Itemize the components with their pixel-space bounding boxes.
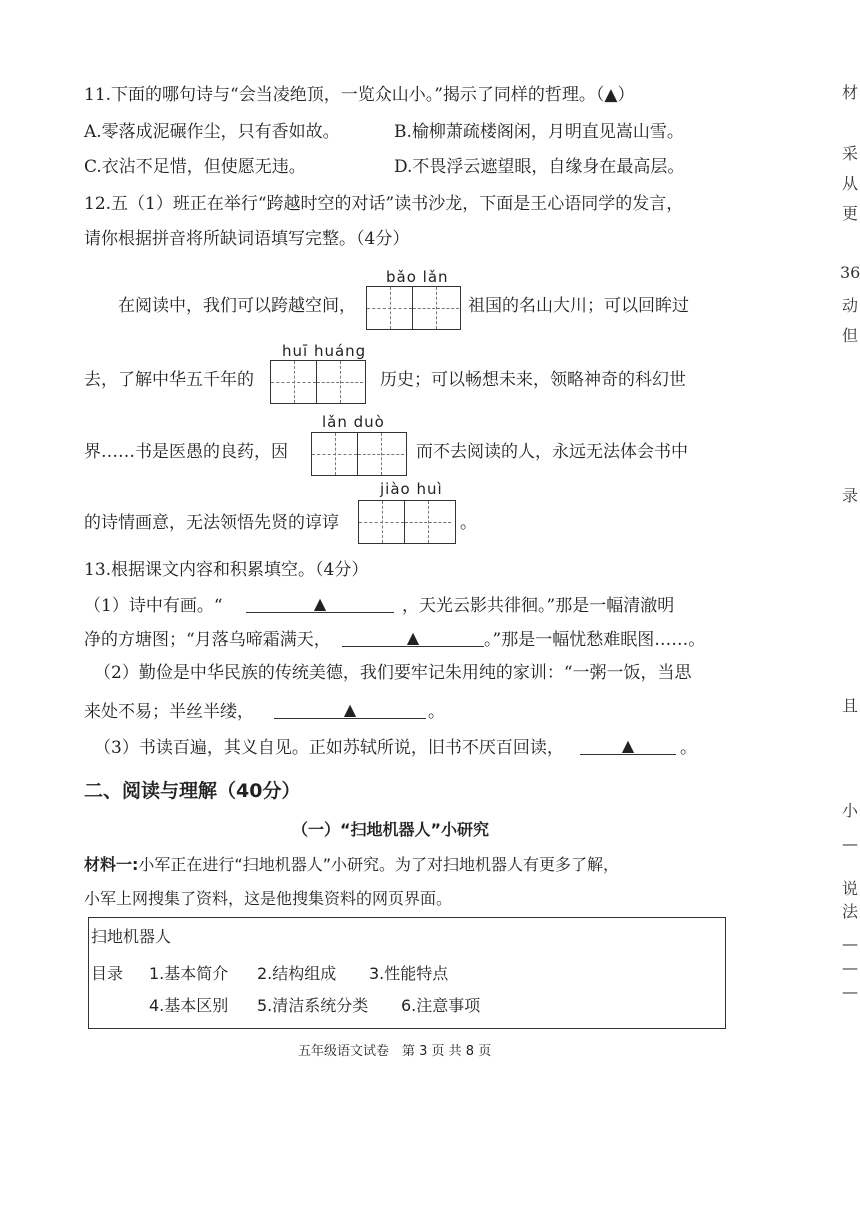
material-one — [84, 852, 619, 875]
edge-char: 更 — [842, 204, 859, 223]
answer-blank-2[interactable] — [342, 628, 484, 647]
section-heading: 二、阅读与理解（40分） — [84, 780, 301, 802]
q11-stem: 11.下面的哪句诗与“会当凌绝顶，一览众山小。”揭示了同样的哲理。（▲） — [84, 85, 635, 105]
material-one-text: 小军正在进行“扫地机器人”小研究。为了对扫地机器人有更多了解， — [138, 855, 619, 874]
q13-part1-line2-pre: 净的方塘图；“月落乌啼霜满天， — [84, 630, 331, 650]
edge-char: 从 — [842, 174, 859, 193]
toc-label: 目录 — [91, 964, 124, 983]
q13-part1-line1-post: ，天光云影共徘徊。”那是一幅清澈明 — [402, 596, 675, 616]
q13-part2-line1: （2）勤俭是中华民族的传统美德，我们要牢记朱用纯的家训：“一粥一饭，当思 — [94, 663, 692, 683]
q12-line3-pre: 界……书是医愚的良药，因 — [84, 442, 288, 462]
material-one-label: 材料一: — [84, 855, 139, 874]
answer-grid-jiaohui[interactable] — [358, 500, 456, 544]
q11-option-b: B.榆柳萧疏楼阁闲，月明直见嵩山雪。 — [394, 122, 684, 142]
edge-char: 36 — [840, 263, 860, 282]
q12-line4-post: 。 — [460, 513, 477, 533]
q12-stem-line1: 12.五（1）班正在举行“跨越时空的对话”读书沙龙，下面是王心语同学的发言， — [84, 194, 684, 214]
answer-blank-1[interactable] — [246, 594, 394, 613]
edge-char: 小 — [842, 801, 859, 820]
edge-char: 动 — [842, 296, 859, 315]
answer-marker: ▲ — [406, 628, 420, 647]
edge-char: — — [842, 982, 858, 1001]
toc-item-1[interactable]: 1.基本简介 — [149, 964, 229, 983]
q13-part2-line2-pre: 来处不易；半丝半缕， — [84, 702, 254, 722]
edge-char: 材 — [842, 83, 859, 102]
material-one-text-2: 小军上网搜集了资料，这是他搜集资料的网页界面。 — [84, 889, 453, 908]
toc-item-2[interactable]: 2.结构组成 — [257, 964, 337, 983]
answer-blank-4[interactable] — [580, 736, 676, 755]
edge-char: 法 — [842, 902, 859, 921]
q11-option-a: A.零落成泥碾作尘，只有香如故。 — [84, 122, 340, 142]
edge-char: — — [842, 934, 858, 953]
toc-item-3[interactable]: 3.性能特点 — [369, 964, 449, 983]
q12-line4-pre: 的诗情画意，无法领悟先贤的谆谆 — [84, 513, 339, 533]
q12-line1-post: 祖国的名山大川；可以回眸过 — [468, 296, 689, 316]
webpage-box — [88, 917, 726, 1029]
q13-part2-line2-post: 。 — [428, 702, 445, 722]
pinyin-baolan: bǎo lǎn — [386, 268, 449, 286]
toc-item-6[interactable]: 6.注意事项 — [401, 996, 481, 1015]
q12-line3-post: 而不去阅读的人，永远无法体会书中 — [416, 442, 688, 462]
answer-grid-baolan[interactable] — [366, 286, 461, 330]
q13-part3-pre: （3）书读百遍，其义自见。正如苏轼所说，旧书不厌百回读， — [94, 738, 564, 758]
q12-line2-post: 历史；可以畅想未来，领略神奇的科幻世 — [380, 370, 686, 390]
reading-subtitle: （一）“扫地机器人”小研究 — [292, 820, 490, 839]
toc-item-5[interactable]: 5.清洁系统分类 — [257, 996, 369, 1015]
edge-char: 且 — [842, 696, 859, 715]
answer-blank-3[interactable] — [274, 700, 426, 719]
answer-grid-lanjduo[interactable] — [311, 432, 407, 476]
q13-part1-line1-pre: （1）诗中有画。“ — [84, 596, 223, 616]
q12-line1-pre: 在阅读中，我们可以跨越空间， — [118, 296, 356, 316]
page-footer: 五年级语文试卷 第 3 页 共 8 页 — [298, 1044, 492, 1059]
q11-option-d: D.不畏浮云遮望眼，自缘身在最高层。 — [394, 157, 685, 177]
pinyin-huihuang: huī huáng — [282, 342, 367, 360]
edge-char: — — [842, 834, 858, 853]
edge-char: — — [842, 958, 858, 977]
q12-line2-pre: 去，了解中华五千年的 — [84, 370, 254, 390]
toc-item-4[interactable]: 4.基本区别 — [149, 996, 229, 1015]
pinyin-lanjduo: lǎn duò — [322, 413, 385, 431]
answer-marker: ▲ — [343, 700, 357, 719]
webpage-title: 扫地机器人 — [91, 927, 172, 946]
edge-char: 但 — [842, 326, 859, 345]
edge-char: 说 — [842, 879, 859, 898]
q13-part3-post: 。 — [680, 738, 697, 758]
edge-char: 采 — [842, 144, 859, 163]
q12-stem-line2: 请你根据拼音将所缺词语填写完整。（4分） — [84, 229, 410, 249]
q13-stem: 13.根据课文内容和积累填空。（4分） — [84, 560, 369, 580]
answer-marker: ▲ — [621, 736, 635, 755]
q13-part1-line2-post: 。”那是一幅忧愁难眠图……。 — [484, 630, 706, 650]
edge-char: 录 — [842, 486, 859, 505]
q11-option-c: C.衣沾不足惜，但使愿无违。 — [84, 157, 306, 177]
answer-marker: ▲ — [313, 594, 327, 613]
answer-grid-huihuang[interactable] — [270, 360, 366, 404]
pinyin-jiaohui: jiào huì — [380, 480, 443, 498]
